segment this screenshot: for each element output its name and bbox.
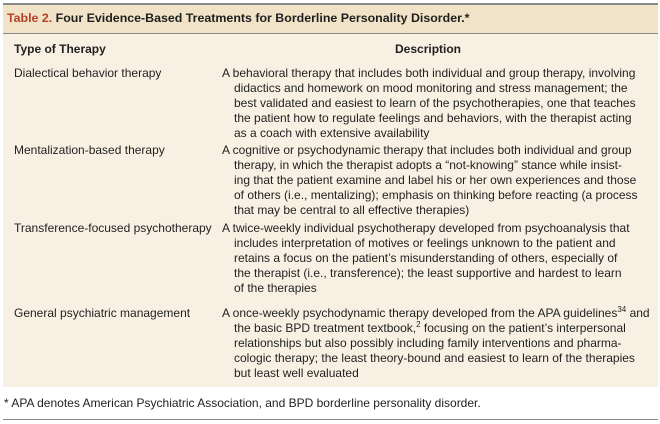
description-line: the therapist (i.e., transference); the least supportive and hardest to learn (234, 266, 622, 280)
description-line (234, 321, 626, 336)
citation-superscript: 34 (617, 305, 627, 314)
bottom-rule (3, 419, 658, 420)
description-text: focusing on the patient’s interpersonal (420, 321, 626, 335)
description-line: A twice-weekly individual psychotherapy developed from psychoanalysis that (222, 221, 630, 235)
column-header-description: Description (395, 42, 462, 56)
description-line: therapy, in which the therapist adopts a “not-knowing” stance while insist- (234, 158, 622, 172)
description-line: cologic therapy; the least theory-bound and easiest to learn of the therapies (234, 351, 635, 365)
description-line: ing that the patient examine and label his or her own experiences and those (234, 173, 637, 187)
table-title (7, 11, 470, 25)
description-text: A once-weekly psychodynamic therapy developed from the APA guidelines (222, 306, 618, 320)
description-line: but least well evaluated (234, 366, 359, 380)
therapy-name: Dialectical behavior therapy (14, 66, 162, 80)
description-line: relationships but also possibly including family interventions and pharma- (234, 336, 622, 350)
description-line: of the therapies (234, 281, 317, 295)
description-line: the patient how to regulate feelings and behaviors, with the therapist acting (234, 111, 632, 125)
description-line: includes interpretation of motives or feelings unknown to the patient and (234, 236, 616, 250)
description-line: best validated and easiest to learn of the psychotherapies, one that teaches (234, 96, 636, 110)
therapy-name: Transference-focused psychotherapy (14, 221, 212, 235)
description-line: didactics and homework on mood monitoring and stress management; the (234, 81, 628, 95)
description-text: and (626, 306, 650, 320)
description-text: the basic BPD treatment textbook, (234, 321, 417, 335)
table-title-text: Four Evidence-Based Treatments for Borderline Personality Disorder.* (52, 11, 470, 25)
description-line: retains a focus on the patient’s misunderstanding of others, especially of (234, 251, 618, 265)
description-line: that may be central to all effective therapies) (234, 203, 470, 217)
table-footnote: * APA denotes American Psychiatric Association, and BPD borderline personality disorder. (4, 396, 481, 410)
therapy-name: Mentalization-based therapy (14, 143, 165, 157)
column-header-type: Type of Therapy (14, 42, 106, 56)
therapy-name: General psychiatric management (14, 306, 191, 320)
title-divider (3, 33, 658, 34)
table-label: Table 2. (7, 11, 53, 25)
description-line (222, 306, 650, 321)
description-line: A cognitive or psychodynamic therapy that includes both individual and group (222, 143, 632, 157)
description-line: A behavioral therapy that includes both individual and group therapy, involving (222, 66, 636, 80)
description-line: as a coach with extensive availability (234, 126, 430, 140)
description-line: of others (i.e., mentalizing); emphasis on thinking before reacting (a process (234, 188, 638, 202)
citation-superscript: 2 (416, 320, 421, 329)
